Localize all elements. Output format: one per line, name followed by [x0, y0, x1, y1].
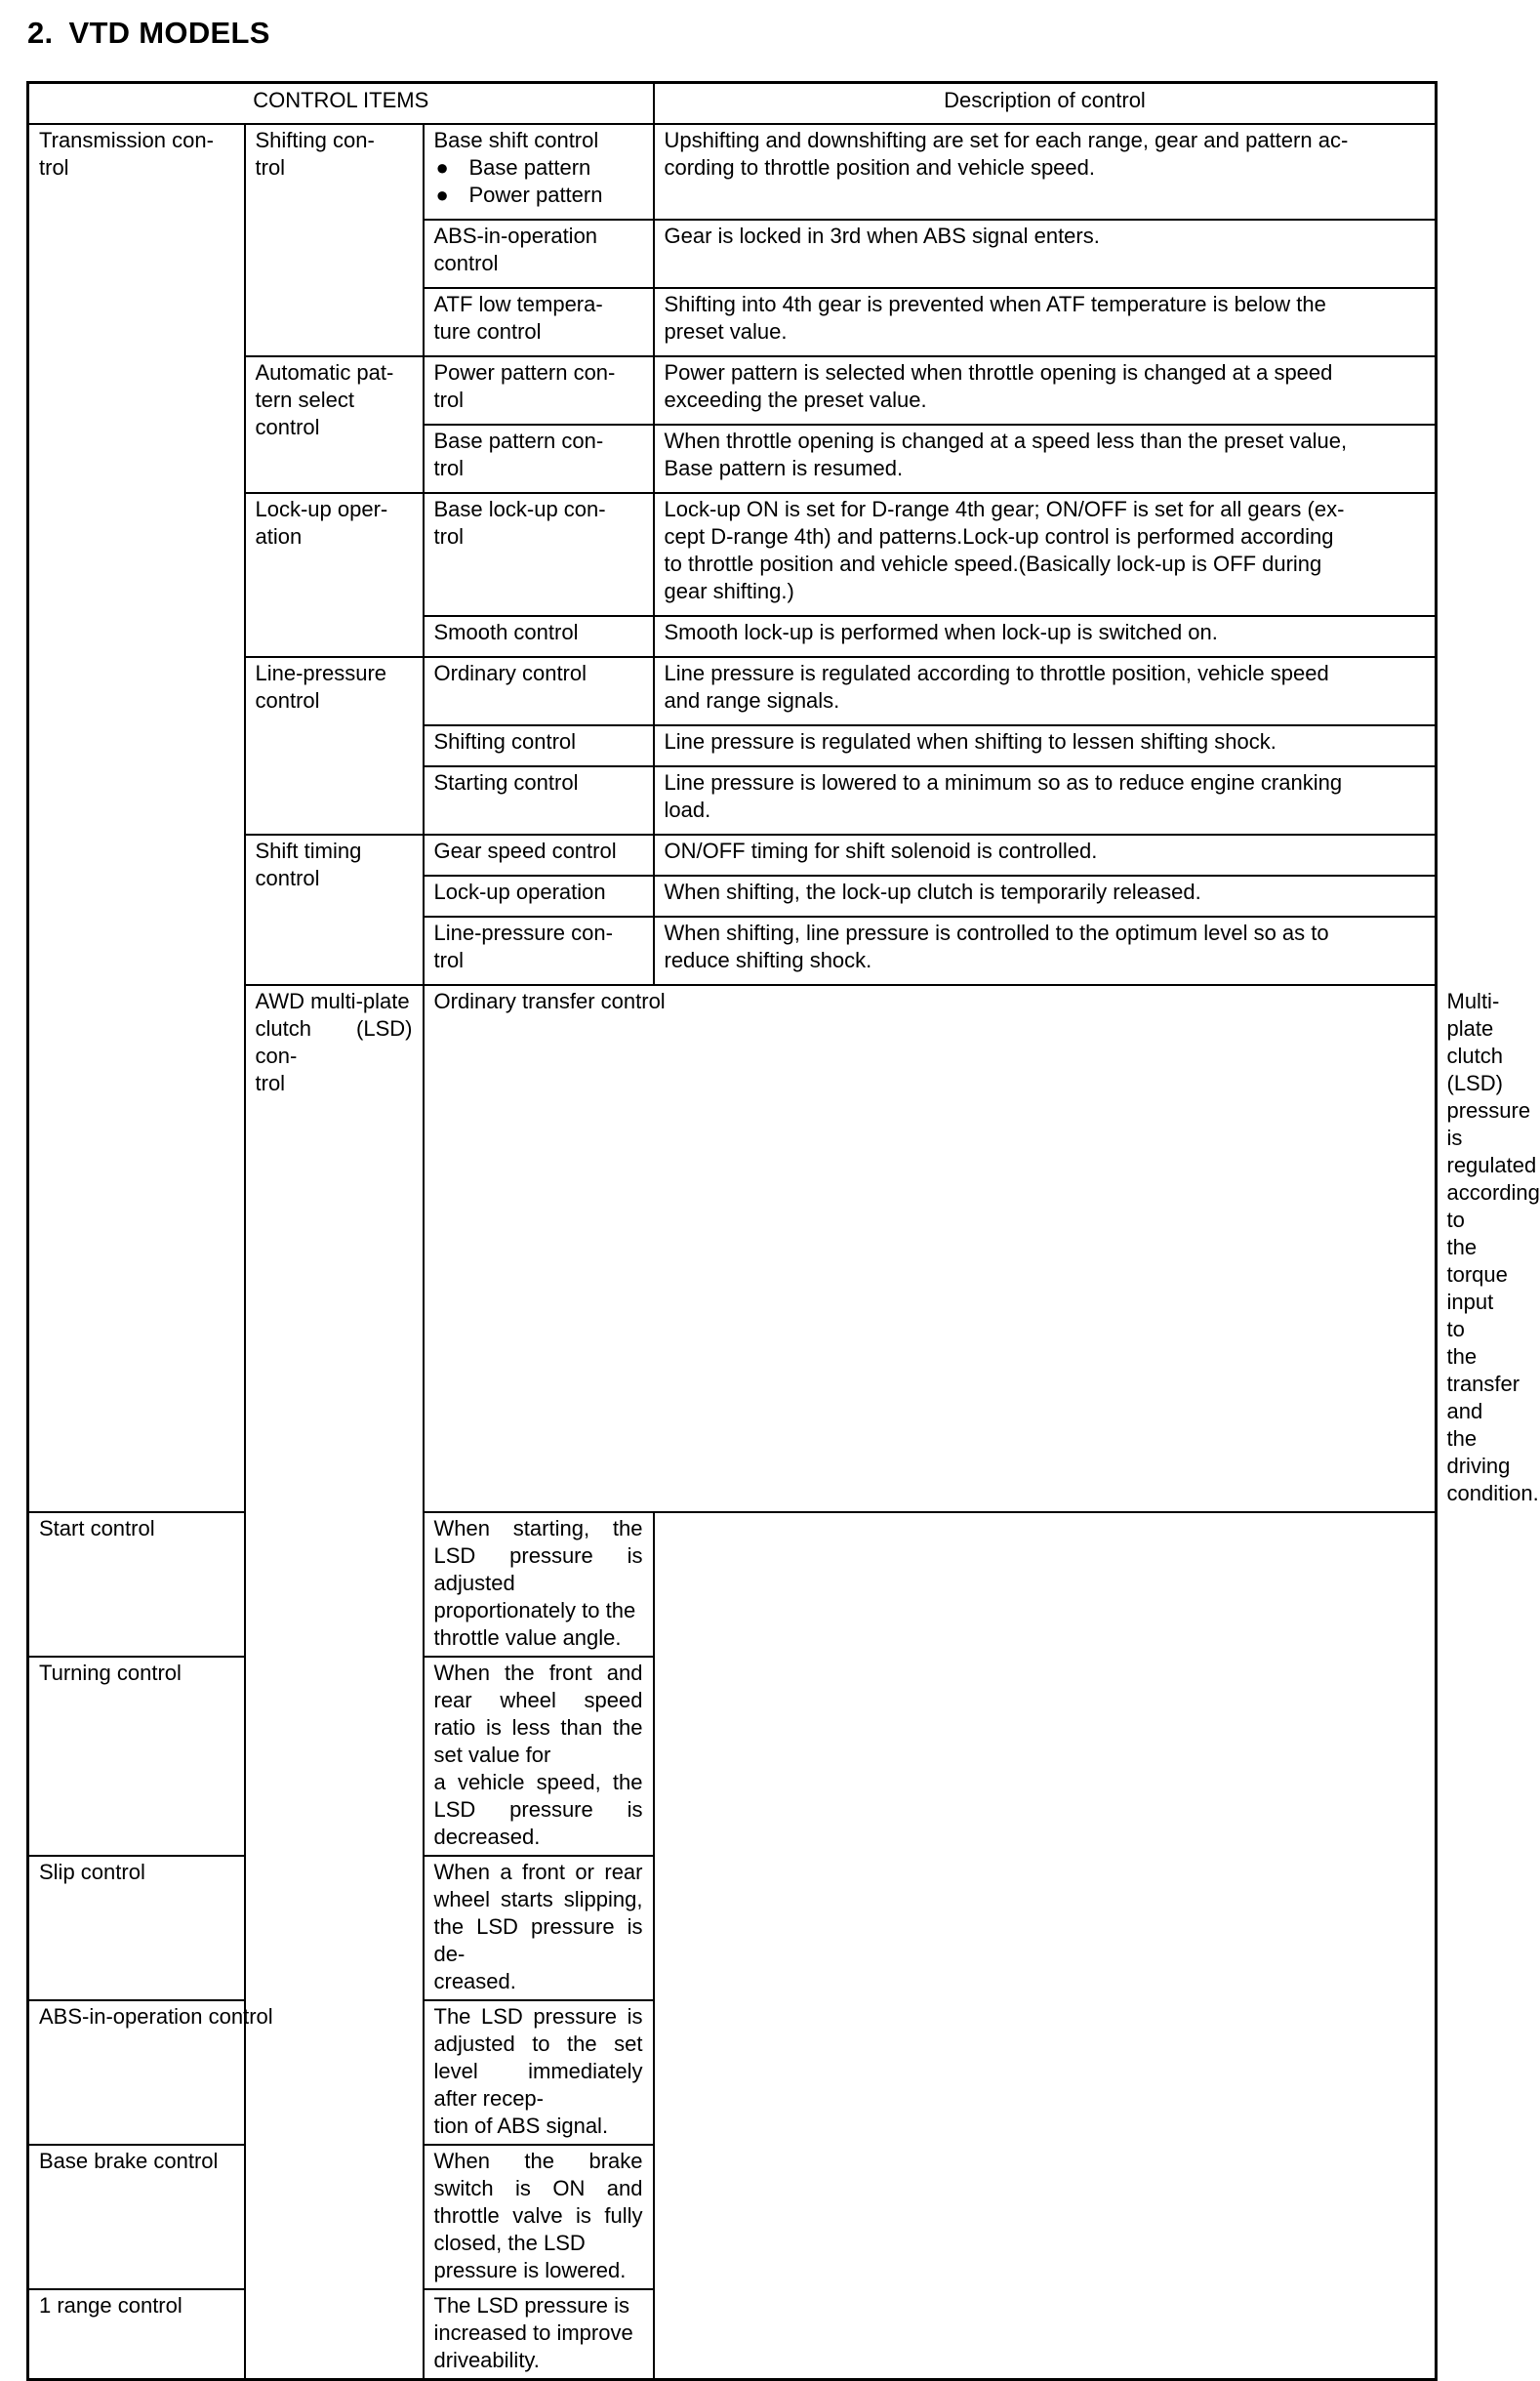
item-cell: Ordinary control	[424, 657, 654, 725]
description-cell: Upshifting and downshifting are set for each range, gear and pattern ac- cording to throttle position and vehicle speed.	[654, 124, 1437, 220]
description-cell: Gear is locked in 3rd when ABS signal enters.	[654, 220, 1437, 288]
item-cell: Ordinary transfer control	[424, 985, 1437, 1512]
table-row	[28, 1657, 1437, 1856]
item-cell: Power pattern con- trol	[424, 356, 654, 425]
description-cell: Shifting into 4th gear is prevented when ATF temperature is below the preset value.	[654, 288, 1437, 356]
item-cell: 1 range control	[28, 2289, 424, 2380]
bullet-icon: ●	[435, 155, 449, 180]
description-cell: The LSD pressure is adjusted to the set level immediately after recep- tion of ABS signal.	[424, 2000, 654, 2145]
table-row	[28, 1512, 1437, 1657]
description-cell: When starting, the LSD pressure is adjusted proportionately to the throttle value angle.	[424, 1512, 654, 1657]
subgroup-automatic-pattern-select: Automatic pat- tern select control	[245, 356, 424, 493]
description-cell: When shifting, line pressure is controlled to the optimum level so as to reduce shifting shock.	[654, 917, 1437, 985]
item-cell: Slip control	[28, 1856, 424, 2000]
page-title	[27, 16, 270, 51]
description-cell: When a front or rear wheel starts slipping, the LSD pressure is de- creased.	[424, 1856, 654, 2000]
item-cell: ATF low tempera- ture control	[424, 288, 654, 356]
table-row	[28, 2289, 1437, 2380]
description-cell: The LSD pressure is increased to improve driveability.	[424, 2289, 654, 2380]
table-row	[28, 2000, 1437, 2145]
description-cell: Smooth lock-up is performed when lock-up is switched on.	[654, 616, 1437, 657]
table-header-row	[28, 83, 1437, 125]
description-cell: When shifting, the lock-up clutch is temporarily released.	[654, 876, 1437, 917]
description-cell: When throttle opening is changed at a speed less than the preset value, Base pattern is resumed.	[654, 425, 1437, 493]
description-cell: Line pressure is regulated when shifting to lessen shifting shock.	[654, 725, 1437, 766]
section-number: 2.	[27, 16, 54, 50]
group-transmission-control: Transmission con- trol	[28, 124, 245, 1512]
description-cell: ON/OFF timing for shift solenoid is controlled.	[654, 835, 1437, 876]
item-cell: Starting control	[424, 766, 654, 835]
description-cell: Line pressure is lowered to a minimum so as to reduce engine cranking load.	[654, 766, 1437, 835]
section-title: VTD MODELS	[68, 16, 270, 50]
description-cell: Lock-up ON is set for D-range 4th gear; ON/OFF is set for all gears (ex- cept D-range 4th) and patterns.Lock-up control is performed according to throttle position and vehicle speed.(Basically lock-up is OFF during gear shifting.)	[654, 493, 1437, 616]
table-row	[28, 1856, 1437, 2000]
item-cell: Line-pressure con- trol	[424, 917, 654, 985]
item-cell: ABS-in-operation control	[424, 220, 654, 288]
bullet-item: ● Base pattern	[435, 155, 591, 180]
table-row: AWD multi-plate clutch (LSD) con- trol Ordinary transfer control Multi-plate clutch (LSD) pressure is regulated according to the torque input to the transfer and the driving condition.	[28, 985, 1437, 1512]
item-cell: Base pattern con- trol	[424, 425, 654, 493]
item-cell: ABS-in-operation control	[28, 2000, 424, 2145]
description-cell: When the front and rear wheel speed ratio is less than the set value for a vehicle speed, the LSD pressure is decreased.	[424, 1657, 654, 1856]
header-control-items: CONTROL ITEMS	[28, 83, 654, 125]
subgroup-shift-timing-control: Shift timing control	[245, 835, 424, 985]
subgroup-shifting-control: Shifting con- trol	[245, 124, 424, 356]
description-cell: Power pattern is selected when throttle opening is changed at a speed exceeding the preset value.	[654, 356, 1437, 425]
item-cell: Start control	[28, 1512, 424, 1657]
group-awd-lsd-control: AWD multi-plate clutch (LSD) con- trol	[245, 985, 424, 2380]
bullet-icon: ●	[435, 183, 449, 207]
item-cell: Turning control	[28, 1657, 424, 1856]
bullet-item: ● Power pattern	[435, 183, 603, 207]
item-cell: Gear speed control	[424, 835, 654, 876]
item-cell: Smooth control	[424, 616, 654, 657]
item-cell: Base lock-up con- trol	[424, 493, 654, 616]
item-cell: Lock-up operation	[424, 876, 654, 917]
table-row	[28, 2145, 1437, 2289]
item-base-shift-control	[424, 124, 654, 220]
subgroup-lock-up-operation: Lock-up oper- ation	[245, 493, 424, 657]
description-cell: Line pressure is regulated according to throttle position, vehicle speed and range signals.	[654, 657, 1437, 725]
item-label: Base shift control	[433, 128, 599, 152]
table-row	[28, 124, 1437, 220]
control-table	[26, 81, 1540, 2381]
description-cell: When the brake switch is ON and throttle valve is fully closed, the LSD pressure is lowered.	[424, 2145, 654, 2289]
subgroup-line-pressure-control: Line-pressure control	[245, 657, 424, 835]
item-cell: Base brake control	[28, 2145, 424, 2289]
item-cell: Shifting control	[424, 725, 654, 766]
header-description: Description of control	[654, 83, 1437, 125]
